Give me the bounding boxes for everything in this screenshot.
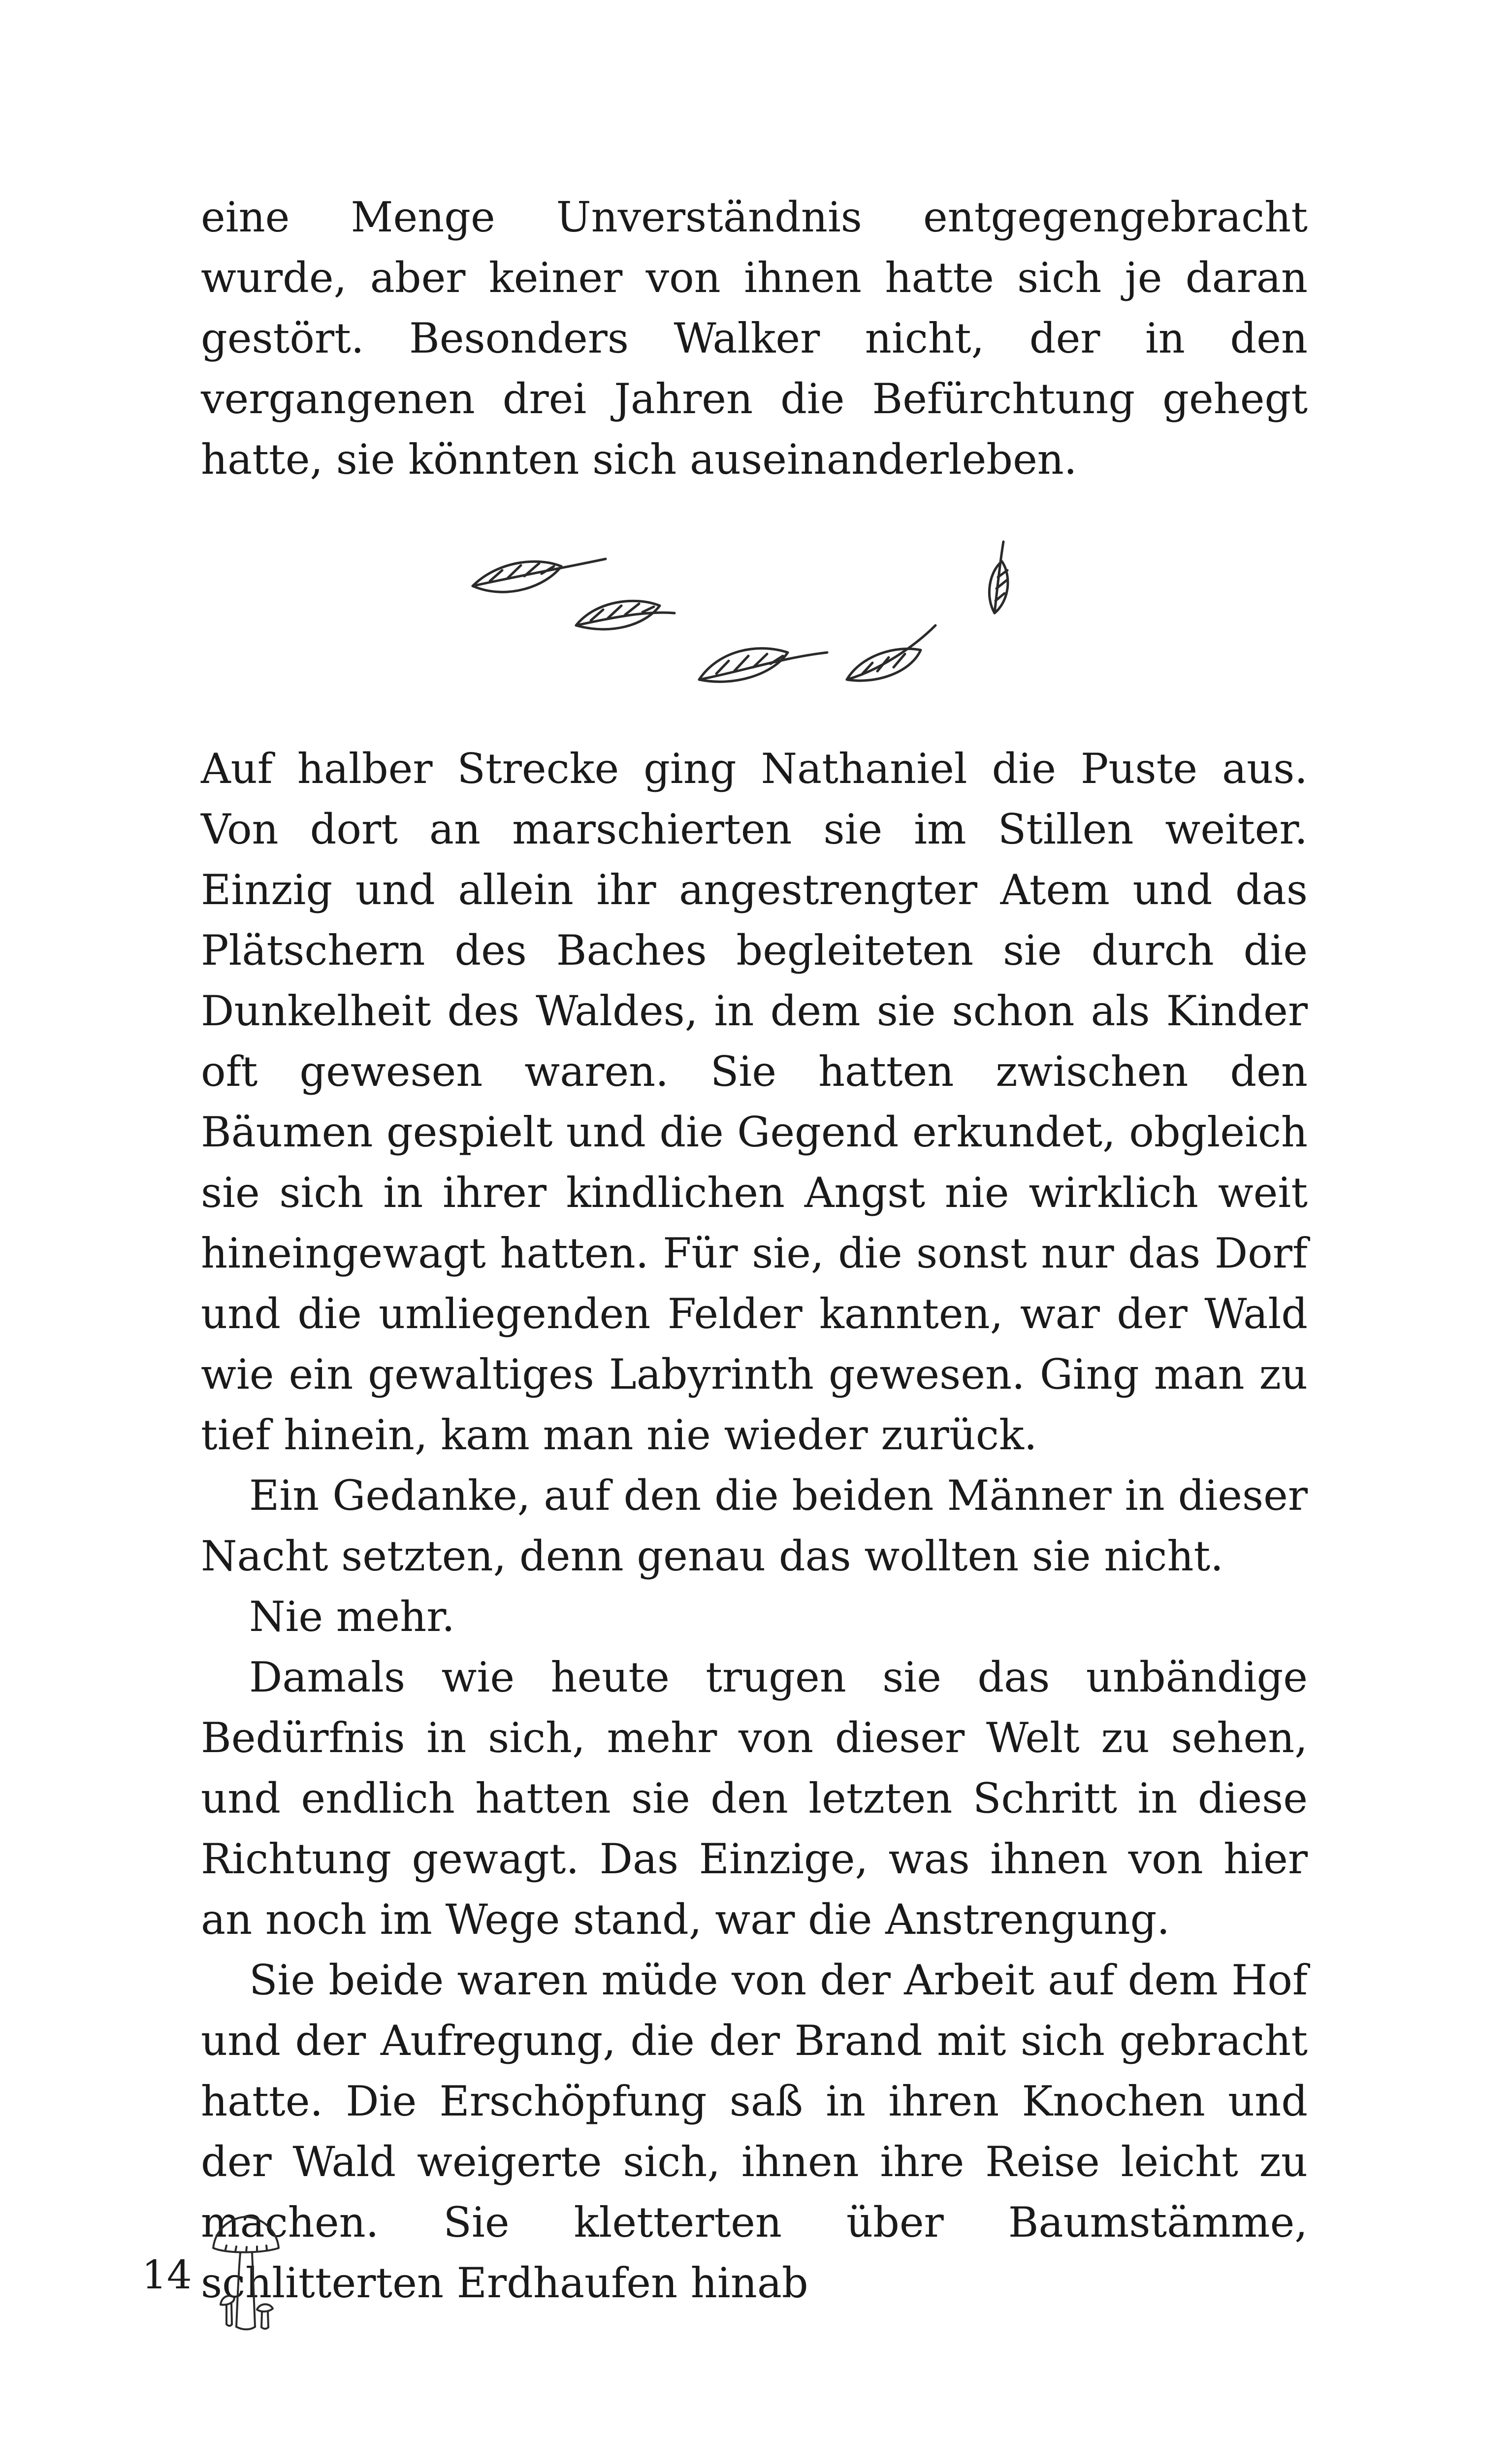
paragraph: eine Menge Unverständnis entgegengebracht wurde, aber keiner von ihnen hatte sich je daran gestört. Besonders Walker nicht, der in den vergangenen drei Jahren die Befürchtung gehegt hatte, sie könnten sich auseinanderleben. [201,193,1308,484]
leaf-icon [989,542,1008,613]
page-number: 14 [142,2252,192,2298]
paragraph: Damals wie heute trugen sie das unbändige Bedürfnis in sich, mehr von dieser Welt zu sehen, und endlich hatten sie den letzten Schritt in diese Richtung gewagt. Das Einzige, was ihnen von hier an noch im Wege stand, war die Anstrengung. [201,1653,1308,1944]
text-section-bottom [201,739,1308,2313]
paragraph: Ein Gedanke, auf den die beiden Männer in dieser Nacht setzten, denn genau das wollten sie nicht. [201,1471,1308,1580]
leaf-icon [473,559,606,592]
paragraph: Nie mehr. [249,1593,455,1641]
leaf-icon [699,649,827,682]
paragraph: Sie beide waren müde von der Arbeit auf dem Hof und der Aufregung, die der Brand mit sich gebracht hatte. Die Erschöpfung saß in ihren Knochen und der Wald weigerte sich, ihnen ihre Reise leicht zu machen. Sie kletterten über Baumstämme, schlitterten Erdhaufen hinab [201,1956,1308,2307]
text-section-top [201,187,1308,490]
paragraph: Auf halber Strecke ging Nathaniel die Puste aus. Von dort an marschierten sie im Stillen weiter. Einzig und allein ihr angestrengter Atem und das Plätschern des Baches begleiteten sie durch die Dunkelheit des Waldes, in dem sie schon als Kinder oft gewesen waren. Sie hatten zwischen den Bäumen gespielt und die Gegend erkundet, obgleich sie sich in ihrer kindlichen Angst nie wirklich weit hineingewagt hatten. Für sie, die sonst nur das Dorf und die umliegenden Felder kannten, war der Wald wie ein gewaltiges Labyrinth gewesen. Ging man zu tief hinein, kam man nie wieder zurück. [201,745,1308,1459]
falling-leaves-ornament [443,532,1063,709]
leaf-icon [847,625,935,681]
mushroom-icon [206,2211,285,2339]
leaf-icon [576,601,675,629]
